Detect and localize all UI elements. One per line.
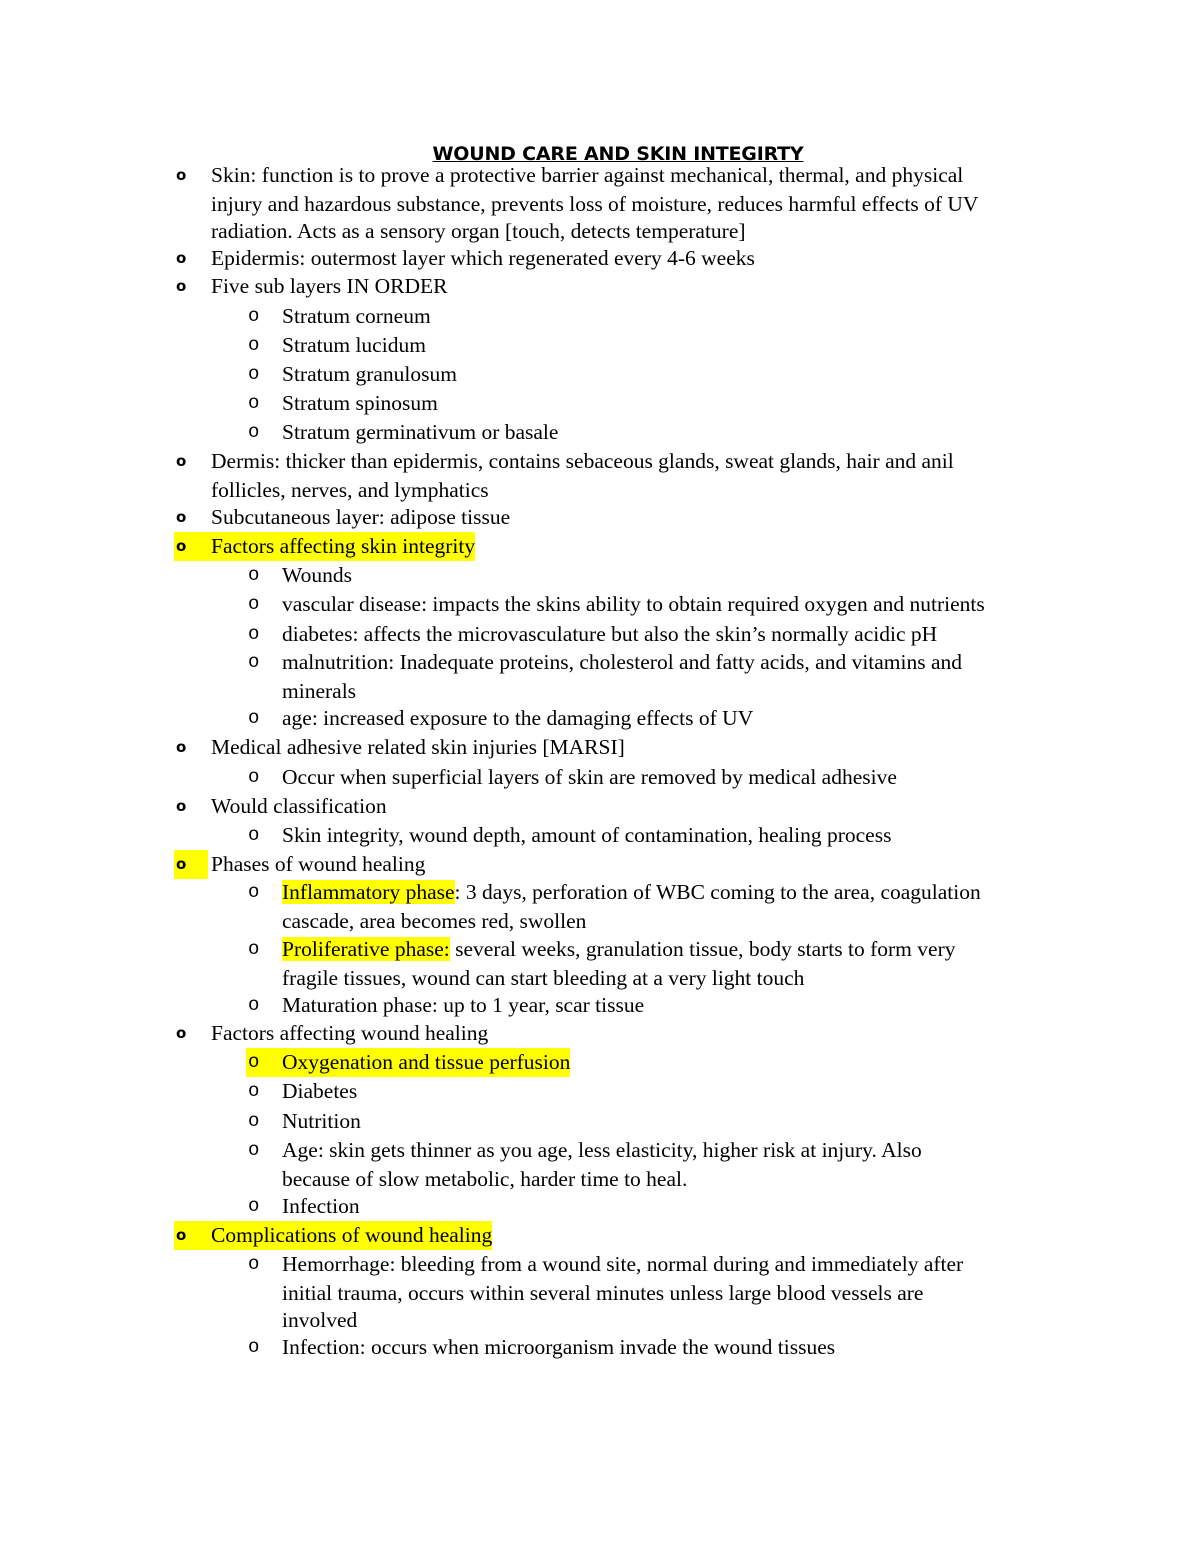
sub-list-item — [0, 907, 1200, 936]
item-text: vascular disease: impacts the skins ability to obtain required oxygen and nutrients — [282, 592, 985, 616]
sub-bullet-icon: o — [248, 623, 260, 645]
item-text: Skin integrity, wound depth, amount of contamination, healing process — [282, 823, 892, 847]
item-text: because of slow metabolic, harder time to heal. — [282, 1167, 688, 1191]
item-text: Factors affecting skin integrity — [211, 532, 475, 561]
item-text: Skin: function is to prove a protective barrier against mechanical, thermal, and physical — [211, 163, 964, 187]
list-item — [0, 244, 1200, 273]
sub-bullet-icon: o — [248, 938, 260, 960]
item-text: Wounds — [282, 563, 352, 587]
item-text: injury and hazardous substance, prevents loss of moisture, reduces harmful effects of UV — [211, 192, 979, 216]
bullet-icon: o — [176, 508, 187, 526]
item-text: initial trauma, occurs within several minutes unless large blood vessels are — [282, 1281, 924, 1305]
item-text: Complications of wound healing — [211, 1221, 492, 1250]
sub-list-item — [0, 1333, 1200, 1362]
list-item — [0, 217, 1200, 246]
item-text: age: increased exposure to the damaging effects of UV — [282, 706, 754, 730]
bullet-icon: o — [176, 249, 187, 267]
sub-bullet-icon: o — [248, 707, 260, 729]
sub-list-item — [0, 1165, 1200, 1194]
item-text: involved — [282, 1308, 358, 1332]
list-item — [0, 532, 1200, 561]
sub-bullet-icon: o — [248, 1051, 260, 1073]
item-text: Epidermis: outermost layer which regenerated every 4-6 weeks — [211, 246, 755, 270]
bullet-icon: o — [176, 797, 187, 815]
item-text: Age: skin gets thinner as you age, less elasticity, higher risk at injury. Also — [282, 1138, 922, 1162]
sub-bullet-icon: o — [248, 593, 260, 615]
sub-bullet-icon: o — [248, 334, 260, 356]
sub-list-item — [0, 561, 1200, 590]
sub-bullet-icon: o — [248, 421, 260, 443]
list-item — [0, 447, 1200, 476]
bullet-icon: o — [176, 1024, 187, 1042]
sub-list-item — [0, 1306, 1200, 1335]
sub-list-item — [0, 418, 1200, 447]
sub-bullet-icon: o — [248, 1139, 260, 1161]
item-text-group — [282, 935, 956, 964]
sub-bullet-icon: o — [248, 564, 260, 586]
item-text: Oxygenation and tissue perfusion — [282, 1048, 570, 1077]
sub-list-item — [0, 1279, 1200, 1308]
list-item — [0, 1019, 1200, 1048]
item-text: cascade, area becomes red, swollen — [282, 909, 587, 933]
item-text: Stratum spinosum — [282, 391, 438, 415]
sub-list-item — [0, 1048, 1200, 1077]
sub-list-item — [0, 763, 1200, 792]
item-text: Stratum corneum — [282, 304, 431, 328]
list-item — [0, 1221, 1200, 1250]
item-text: : 3 days, perforation of WBC coming to the area, coagulation — [454, 880, 981, 904]
item-text: Medical adhesive related skin injuries [MARSI] — [211, 735, 625, 759]
sub-list-item — [0, 964, 1200, 993]
sub-bullet-icon: o — [248, 651, 260, 673]
sub-list-item — [0, 648, 1200, 677]
sub-bullet-icon: o — [248, 1336, 260, 1358]
sub-bullet-icon: o — [248, 392, 260, 414]
list-item — [0, 190, 1200, 219]
item-text: minerals — [282, 679, 357, 703]
item-text: Maturation phase: up to 1 year, scar tissue — [282, 993, 645, 1017]
sub-list-item — [0, 1136, 1200, 1165]
item-text: radiation. Acts as a sensory organ [touch, detects temperature] — [211, 219, 746, 243]
highlighted-text: Proliferative phase: — [282, 937, 450, 961]
sub-list-item — [0, 1107, 1200, 1136]
item-text: Phases of wound healing — [211, 852, 426, 876]
sub-bullet-icon: o — [248, 363, 260, 385]
item-text: Five sub layers IN ORDER — [211, 274, 448, 298]
list-item — [0, 733, 1200, 762]
sub-bullet-icon: o — [248, 766, 260, 788]
item-text: diabetes: affects the microvasculature but also the skin’s normally acidic pH — [282, 622, 938, 646]
sub-list-item — [0, 821, 1200, 850]
sub-bullet-icon: o — [248, 824, 260, 846]
item-text: Infection — [282, 1194, 360, 1218]
item-text: several weeks, granulation tissue, body starts to form very — [449, 937, 956, 961]
item-text-group — [282, 878, 981, 907]
item-text: Stratum lucidum — [282, 333, 426, 357]
list-item — [0, 503, 1200, 532]
bullet-icon: o — [176, 855, 187, 873]
sub-list-item — [0, 331, 1200, 360]
item-text: Would classification — [211, 794, 387, 818]
item-text: Nutrition — [282, 1109, 361, 1133]
bullet-icon: o — [176, 166, 187, 184]
sub-list-item — [0, 935, 1200, 964]
item-text: Subcutaneous layer: adipose tissue — [211, 505, 511, 529]
item-text: Dermis: thicker than epidermis, contains sebaceous glands, sweat glands, hair and anil — [211, 449, 954, 473]
sub-list-item — [0, 991, 1200, 1020]
bullet-icon: o — [176, 738, 187, 756]
sub-bullet-icon: o — [248, 1195, 260, 1217]
sub-bullet-icon: o — [248, 1080, 260, 1102]
sub-list-item — [0, 704, 1200, 733]
bullet-icon: o — [176, 452, 187, 470]
item-text: follicles, nerves, and lymphatics — [211, 478, 489, 502]
page-title: WOUND CARE AND SKIN INTEGIRTY — [432, 143, 804, 165]
item-text: Stratum germinativum or basale — [282, 420, 559, 444]
item-text: Hemorrhage: bleeding from a wound site, normal during and immediately after — [282, 1252, 964, 1276]
sub-list-item — [0, 1192, 1200, 1221]
list-item — [0, 792, 1200, 821]
sub-list-item — [0, 1077, 1200, 1106]
sub-list-item — [0, 389, 1200, 418]
bullet-icon: o — [176, 277, 187, 295]
item-text: Infection: occurs when microorganism invade the wound tissues — [282, 1335, 836, 1359]
item-text: Stratum granulosum — [282, 362, 457, 386]
sub-list-item — [0, 360, 1200, 389]
bullet-icon: o — [176, 537, 187, 555]
sub-list-item — [0, 302, 1200, 331]
item-text: Factors affecting wound healing — [211, 1021, 489, 1045]
highlighted-text: Inflammatory phase — [282, 880, 455, 904]
list-item — [0, 476, 1200, 505]
sub-list-item — [0, 677, 1200, 706]
sub-bullet-icon: o — [248, 994, 260, 1016]
list-item — [0, 161, 1200, 190]
sub-list-item — [0, 878, 1200, 907]
sub-list-item — [0, 1250, 1200, 1279]
item-text: Diabetes — [282, 1079, 358, 1103]
sub-bullet-icon: o — [248, 881, 260, 903]
sub-bullet-icon: o — [248, 305, 260, 327]
sub-bullet-icon: o — [248, 1253, 260, 1275]
list-item — [0, 850, 1200, 879]
item-text: Occur when superficial layers of skin are removed by medical adhesive — [282, 765, 897, 789]
bullet-icon: o — [176, 1226, 187, 1244]
sub-list-item — [0, 590, 1200, 619]
item-text: malnutrition: Inadequate proteins, cholesterol and fatty acids, and vitamins and — [282, 650, 963, 674]
item-text: fragile tissues, wound can start bleeding at a very light touch — [282, 966, 805, 990]
list-item — [0, 272, 1200, 301]
sub-list-item — [0, 620, 1200, 649]
sub-bullet-icon: o — [248, 1110, 260, 1132]
